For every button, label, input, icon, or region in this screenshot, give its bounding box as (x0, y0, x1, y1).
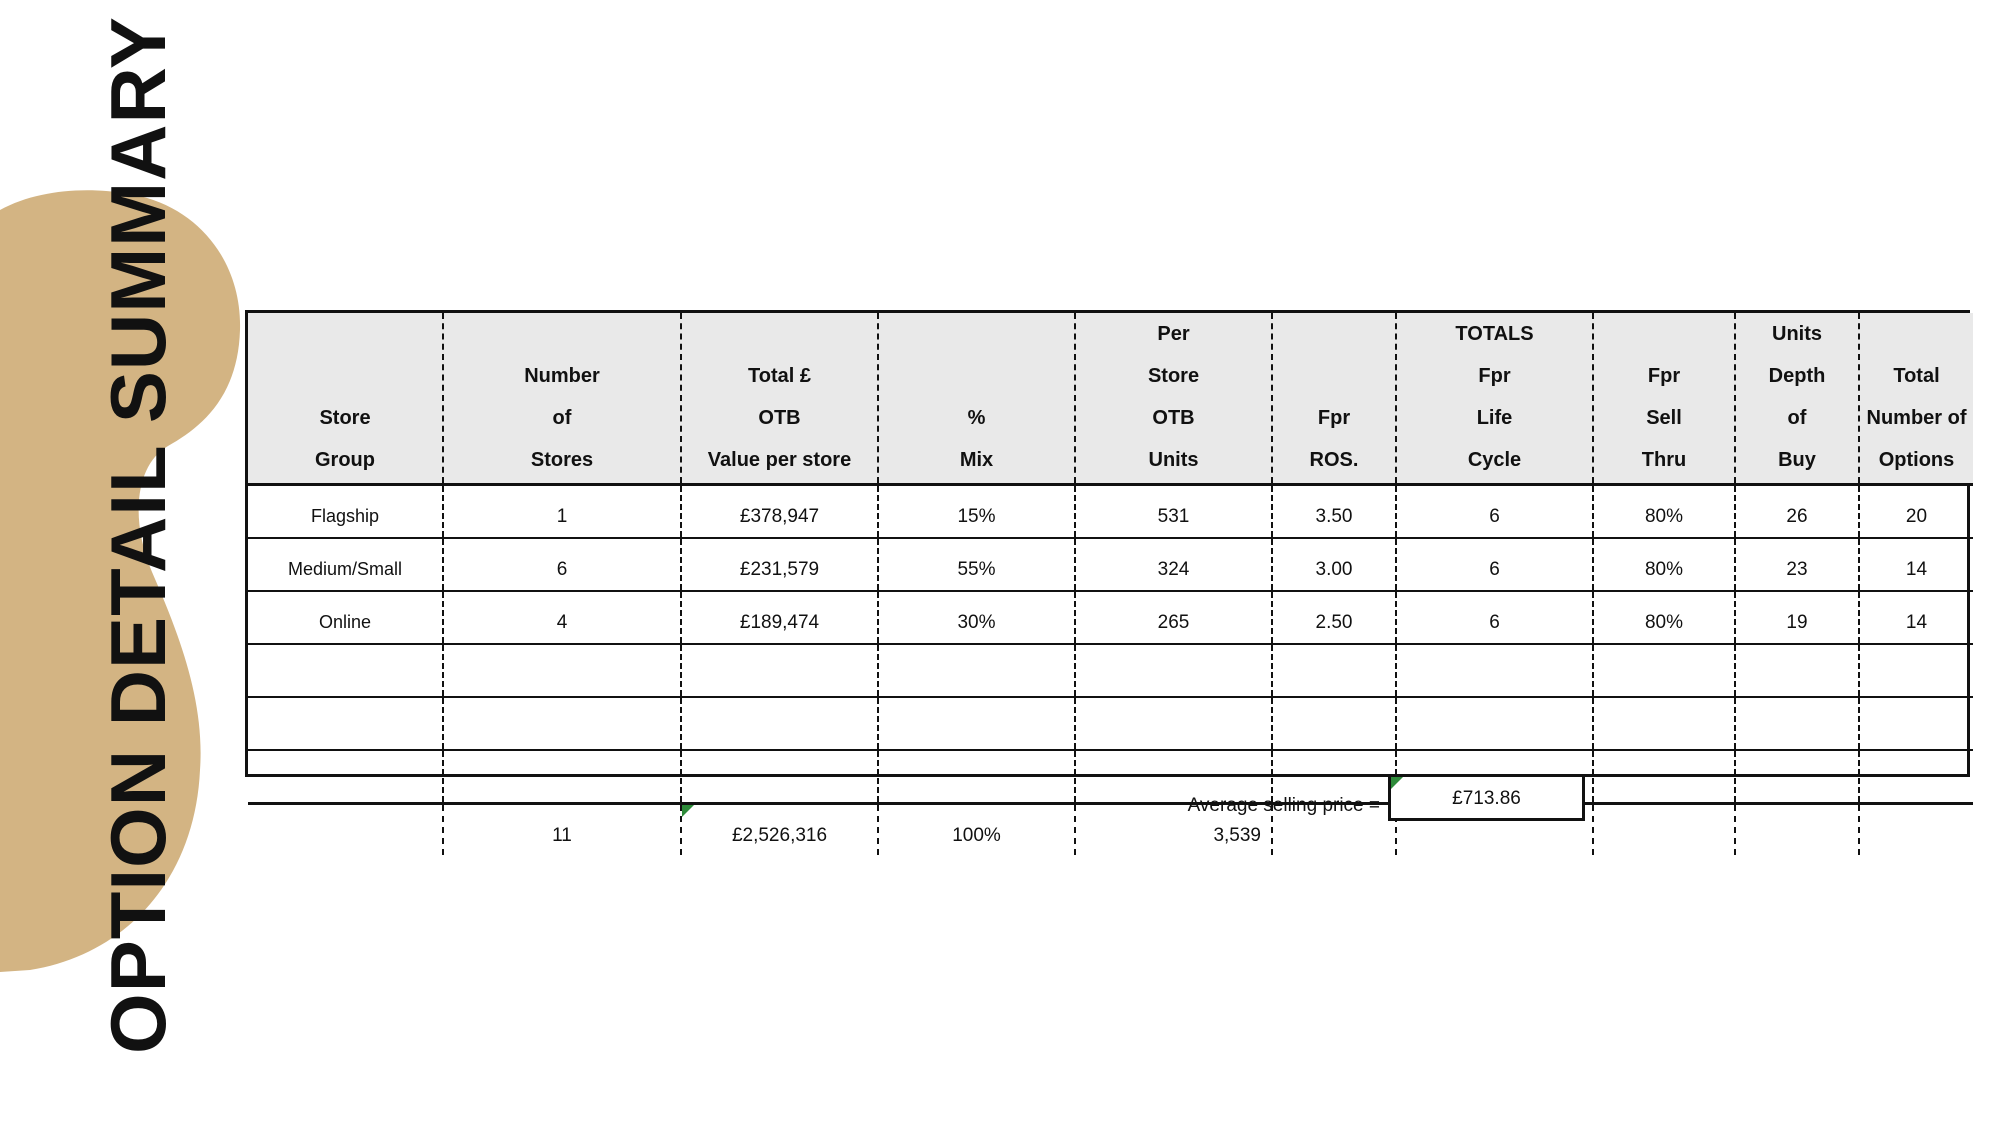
table-row (248, 697, 1973, 750)
column-header-line: Fpr (1647, 365, 1681, 387)
totals-cell[interactable] (248, 804, 443, 856)
store-group-cell[interactable] (248, 697, 443, 750)
column-header-line: Thru (1641, 449, 1687, 471)
column-header-line: Mix (959, 449, 994, 471)
table-cell[interactable]: 4 (443, 591, 681, 644)
totals-cell[interactable] (681, 804, 878, 856)
table-cell[interactable]: 2.50 (1272, 591, 1396, 644)
table-cell[interactable]: 6 (1396, 538, 1593, 591)
totals-value: £2,526,316 (731, 825, 828, 846)
average-selling-price-value: £713.86 (1452, 788, 1521, 809)
column-header-line: Total (1893, 365, 1940, 387)
column-header (1859, 313, 1973, 485)
totals-value: 11 (552, 825, 572, 846)
table-cell[interactable] (878, 644, 1075, 697)
page-title: OPTION DETAIL SUMMARY (94, 16, 182, 1054)
table-row (248, 644, 1973, 697)
column-header-line: OTB (1152, 407, 1195, 429)
table-cell[interactable]: 80% (1593, 591, 1735, 644)
totals-cell[interactable] (443, 804, 681, 856)
table-cell[interactable]: 6 (1396, 591, 1593, 644)
table-cell[interactable] (1593, 750, 1735, 804)
table-cell[interactable] (1396, 644, 1593, 697)
table-cell[interactable]: 80% (1593, 485, 1735, 539)
table-row (248, 538, 1973, 591)
column-header-line: Value per store (707, 449, 852, 471)
column-header-line: Number (524, 365, 600, 387)
column-header-line: Per (1157, 323, 1190, 345)
average-selling-price-cell[interactable] (1388, 777, 1585, 821)
table-cell[interactable] (1593, 697, 1735, 750)
table-cell[interactable]: 14 (1859, 591, 1973, 644)
column-header (1272, 313, 1396, 485)
column-header-line: Cycle (1467, 449, 1522, 471)
table-cell[interactable]: 6 (1396, 485, 1593, 539)
column-header-line: Depth (1768, 365, 1826, 387)
table-cell[interactable] (1859, 644, 1973, 697)
totals-cell[interactable] (1859, 804, 1973, 856)
table-cell[interactable]: 15% (878, 485, 1075, 539)
table-cell[interactable]: 265 (1075, 591, 1272, 644)
column-header (443, 313, 681, 485)
column-header (1593, 313, 1735, 485)
table-cell[interactable] (443, 750, 681, 804)
column-header-line: Number of (1866, 407, 1967, 429)
table-cell[interactable] (878, 697, 1075, 750)
table-cell[interactable]: 80% (1593, 538, 1735, 591)
column-header-line: Total £ (748, 365, 811, 387)
table-cell[interactable] (1735, 644, 1859, 697)
column-header-line: Life (1476, 407, 1513, 429)
table-cell[interactable]: 30% (878, 591, 1075, 644)
table-cell[interactable] (443, 644, 681, 697)
table-cell[interactable] (1272, 697, 1396, 750)
store-group-cell[interactable]: Online (248, 591, 443, 644)
column-header-line: % (967, 407, 986, 429)
table-cell[interactable] (1075, 644, 1272, 697)
table-cell[interactable] (443, 697, 681, 750)
table-cell[interactable] (1075, 697, 1272, 750)
column-header-line: OTB (758, 407, 801, 429)
column-header (1396, 313, 1593, 485)
column-header-line: of (1787, 407, 1807, 429)
average-selling-price-label: Average selling price = (1187, 795, 1380, 816)
column-header (681, 313, 878, 485)
table-cell[interactable]: 6 (443, 538, 681, 591)
table-cell[interactable] (1859, 697, 1973, 750)
table-cell[interactable]: 3.50 (1272, 485, 1396, 539)
table-cell[interactable]: 26 (1735, 485, 1859, 539)
table-cell[interactable]: 55% (878, 538, 1075, 591)
table-cell[interactable]: £231,579 (681, 538, 878, 591)
totals-cell[interactable] (1735, 804, 1859, 856)
table-row (248, 591, 1973, 644)
column-header-line: Units (1772, 323, 1822, 345)
table-cell[interactable] (681, 750, 878, 804)
table-cell[interactable] (1859, 750, 1973, 804)
column-header-line: Group (315, 449, 375, 471)
comment-indicator-icon (1391, 777, 1403, 789)
table-cell[interactable]: 324 (1075, 538, 1272, 591)
column-header-line: ROS. (1309, 449, 1359, 471)
table-cell[interactable] (1272, 644, 1396, 697)
table-cell[interactable]: 531 (1075, 485, 1272, 539)
totals-value: 100% (952, 825, 1001, 846)
table-cell[interactable]: 23 (1735, 538, 1859, 591)
table-cell[interactable] (681, 697, 878, 750)
column-header (248, 313, 443, 485)
table-cell[interactable]: 20 (1859, 485, 1973, 539)
column-header (878, 313, 1075, 485)
table-cell[interactable]: £378,947 (681, 485, 878, 539)
store-group-cell[interactable]: Medium/Small (248, 538, 443, 591)
column-header-line: Fpr (1317, 407, 1351, 429)
column-header-line: Stores (530, 449, 594, 471)
column-header-line: Buy (1778, 449, 1816, 471)
totals-value: 3,539 (1213, 825, 1261, 846)
header-row (248, 313, 1973, 485)
column-header-line: Store (319, 407, 371, 429)
store-group-cell[interactable] (248, 644, 443, 697)
column-header-line: of (552, 407, 572, 429)
table-cell[interactable] (1593, 644, 1735, 697)
comment-indicator-icon (682, 805, 694, 817)
column-header-line: Units (1148, 449, 1199, 471)
table-cell[interactable] (1396, 697, 1593, 750)
store-group-cell[interactable] (248, 750, 443, 804)
column-header-line: Options (1878, 449, 1955, 471)
column-header-line: Fpr (1478, 365, 1511, 387)
column-header (1075, 313, 1272, 485)
column-header-line: TOTALS (1455, 323, 1534, 345)
store-group-cell[interactable]: Flagship (248, 485, 443, 539)
summary-table (248, 313, 1973, 855)
totals-cell[interactable] (1593, 804, 1735, 856)
table-cell[interactable] (1735, 750, 1859, 804)
table-cell[interactable]: 1 (443, 485, 681, 539)
table-cell[interactable]: 19 (1735, 591, 1859, 644)
table-row (248, 485, 1973, 539)
table-cell[interactable]: £189,474 (681, 591, 878, 644)
column-header-line: Sell (1646, 407, 1682, 429)
column-header (1735, 313, 1859, 485)
column-header-line: Store (1147, 365, 1200, 387)
table-cell[interactable] (1735, 697, 1859, 750)
table-cell[interactable]: 14 (1859, 538, 1973, 591)
table-cell[interactable] (681, 644, 878, 697)
table-cell[interactable]: 3.00 (1272, 538, 1396, 591)
